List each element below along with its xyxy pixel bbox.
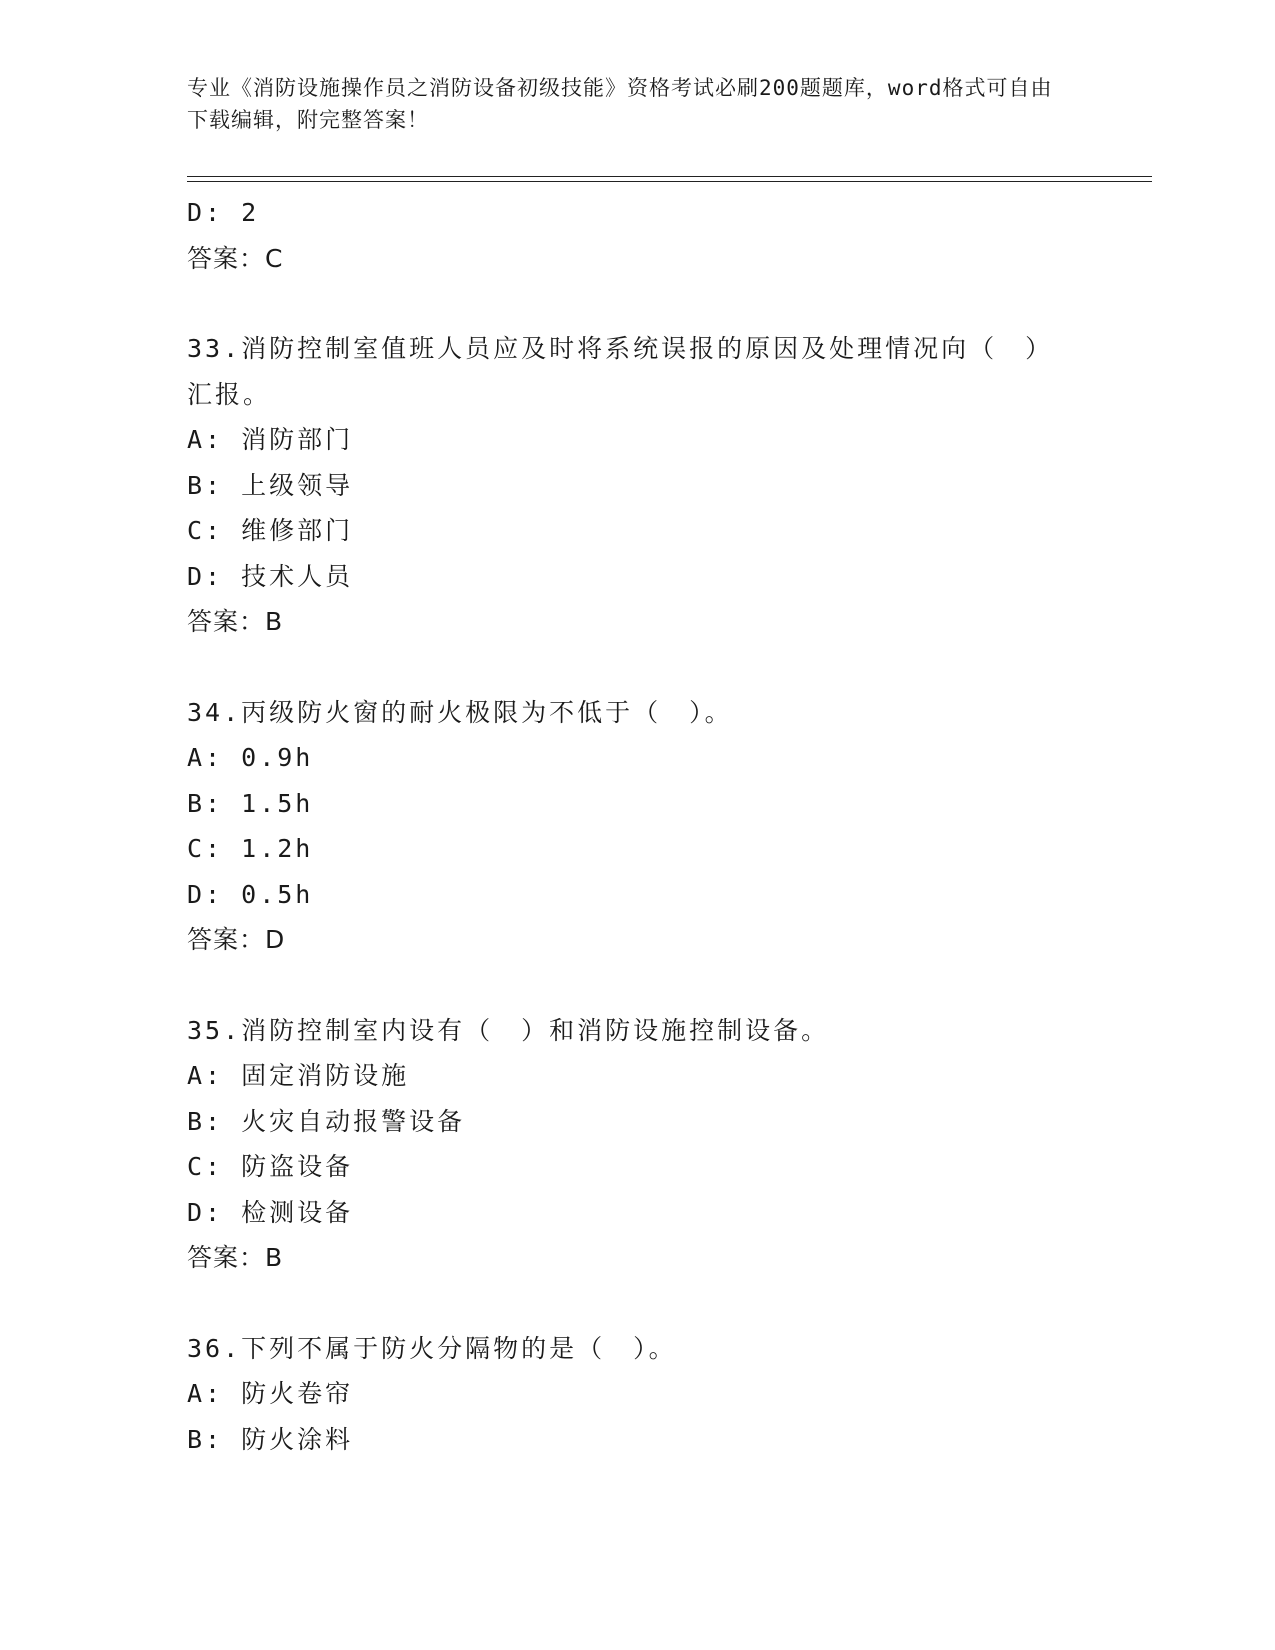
option-d: D: 2 [187, 198, 260, 227]
question-34 [187, 690, 1087, 963]
option-c: C: 防盗设备 [187, 1152, 354, 1181]
answer-line: 答案：B [187, 1243, 284, 1272]
option-c: C: 维修部门 [187, 516, 354, 545]
question-stem: 35.消防控制室内设有（ ）和消防设施控制设备。 [187, 1015, 830, 1045]
option-a: A: 消防部门 [187, 425, 354, 454]
option-d: D: 技术人员 [187, 561, 354, 591]
answer-line: 答案：B [187, 607, 284, 636]
option-a: A: 0.9h [187, 743, 314, 772]
option-a: A: 防火卷帘 [187, 1379, 354, 1408]
option-b: B: 火灾自动报警设备 [187, 1106, 466, 1136]
question-stem: 36.下列不属于防火分隔物的是（ ）。 [187, 1333, 677, 1363]
document-header: 专业《消防设施操作员之消防设备初级技能》资格考试必刷200题题库，word格式可自由下载编辑，附完整答案！ [187, 76, 1053, 132]
question-list [187, 190, 1087, 1462]
header-divider-bottom [187, 181, 1152, 182]
answer-line: 答案：D [187, 925, 286, 954]
header-divider-top [187, 176, 1152, 177]
option-c: C: 1.2h [187, 834, 314, 863]
question-stem: 34.丙级防火窗的耐火极限为不低于（ ）。 [187, 697, 733, 727]
option-b: B: 1.5h [187, 788, 314, 818]
option-b: B: 上级领导 [187, 470, 354, 500]
question-stem: 33.消防控制室值班人员应及时将系统误报的原因及处理情况向（ ）汇报。 [187, 334, 1054, 409]
option-d: D: 检测设备 [187, 1197, 354, 1227]
option-d: D: 0.5h [187, 879, 314, 909]
option-a: A: 固定消防设施 [187, 1061, 410, 1090]
option-b: B: 防火涂料 [187, 1424, 354, 1454]
question-35 [187, 1008, 1087, 1281]
answer-line: 答案：C [187, 243, 284, 273]
question-33 [187, 326, 1087, 645]
question-36 [187, 1326, 1087, 1463]
